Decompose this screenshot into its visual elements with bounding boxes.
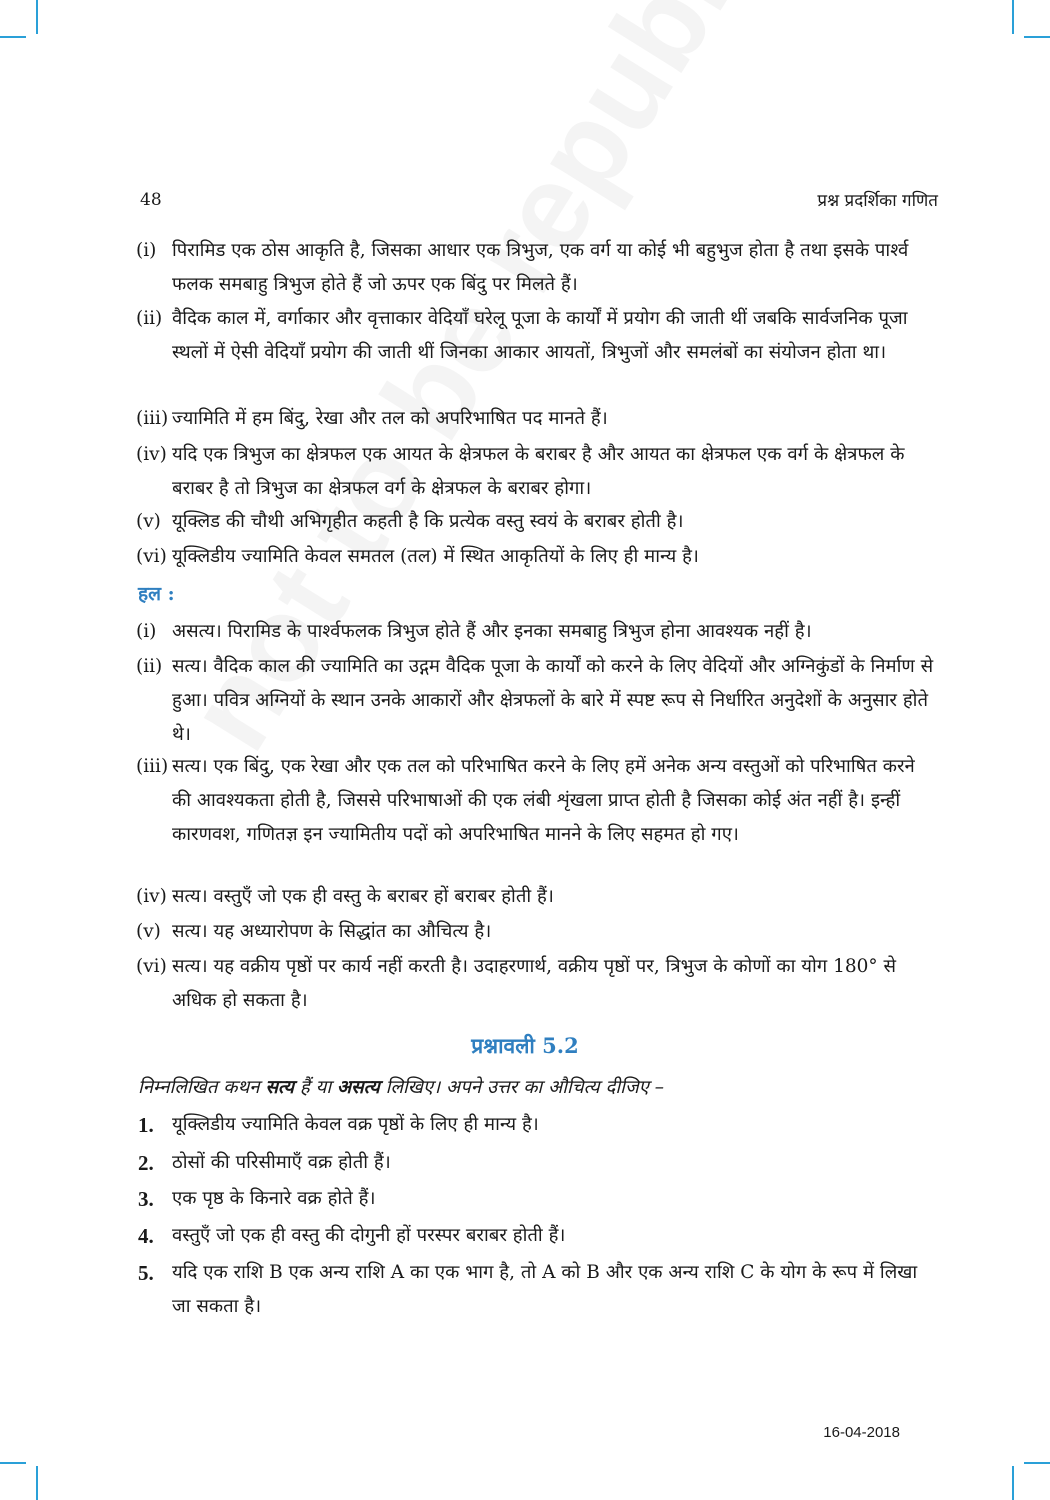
question-item bbox=[138, 1256, 938, 1324]
statement-label: (iv) bbox=[136, 444, 167, 465]
solution-text: असत्य। पिरामिड के पार्श्वफलक त्रिभुज होते हैं और इनका समबाहु त्रिभुज होना आवश्यक नहीं है। bbox=[172, 621, 812, 642]
solution-label: (v) bbox=[136, 921, 161, 942]
statement-label: (iii) bbox=[136, 408, 169, 429]
solution-item bbox=[136, 950, 936, 1018]
statement-item bbox=[136, 302, 936, 370]
solution-item bbox=[136, 915, 936, 949]
solution-text: सत्य। वैदिक काल की ज्यामिति का उद्गम वैदिक पूजा के कार्यों को करने के लिए वेदियों और अग्निकुंडों के निर्माण से हुआ। पवित्र अग्नियों के स्थान उनके आकारों और क्षेत्रफलों के बारे में स्पष्ट रूप से निर्धारित अनुदेशों के अनुसार होते थे। bbox=[172, 656, 934, 745]
solution-label: (i) bbox=[136, 621, 157, 642]
question-item bbox=[138, 1219, 938, 1253]
page-number: 48 bbox=[140, 190, 162, 210]
crop-mark bbox=[1024, 1462, 1050, 1464]
statement-text: यदि एक त्रिभुज का क्षेत्रफल एक आयत के क्षेत्रफल के बराबर है और आयत का क्षेत्रफल एक वर्ग के क्षेत्रफल के बराबर है तो त्रिभुज का क्षेत्रफल वर्ग के क्षेत्रफल के बराबर होगा। bbox=[172, 444, 905, 499]
solution-text: सत्य। एक बिंदु, एक रेखा और एक तल को परिभाषित करने के लिए हमें अनेक अन्य वस्तुओं को परिभाषित करने की आवश्यकता होती है, जिससे परिभाषाओं की एक लंबी शृंखला प्राप्त होती है जिसका कोई अंत नहीं है। इन्हीं कारणवश, गणितज्ञ इन ज्यामितीय पदों को अपरिभाषित मानने के लिए सहमत हो गए। bbox=[172, 756, 915, 845]
statement-label: (vi) bbox=[136, 546, 167, 567]
solution-text: सत्य। वस्तुएँ जो एक ही वस्तु के बराबर हों बराबर होती हैं। bbox=[172, 886, 554, 907]
question-text: वस्तुएँ जो एक ही वस्तु की दोगुनी हों परस्पर बराबर होती हैं। bbox=[172, 1225, 566, 1246]
solution-label: (vi) bbox=[136, 956, 167, 977]
crop-mark bbox=[36, 0, 38, 34]
question-text: एक पृष्ठ के किनारे वक्र होते हैं। bbox=[172, 1188, 376, 1209]
statement-item bbox=[136, 402, 936, 436]
solution-label: (ii) bbox=[136, 656, 163, 677]
instruction-emphasis: सत्य bbox=[265, 1077, 295, 1098]
solution-item bbox=[136, 750, 936, 852]
crop-mark bbox=[0, 1462, 26, 1464]
statement-text: वैदिक काल में, वर्गाकार और वृत्ताकार वेदियाँ घरेलू पूजा के कार्यों में प्रयोग की जाती थीं जबकि सार्वजनिक पूजा स्थलों में ऐसी वेदियाँ प्रयोग की जाती थीं जिनका आकार आयतों, त्रिभुजों और समलंबों का संयोजन होता था। bbox=[172, 308, 908, 363]
statement-item bbox=[136, 234, 936, 302]
question-number: 3. bbox=[138, 1187, 154, 1211]
solution-item bbox=[136, 650, 936, 752]
exercise-heading: प्रश्नावली 5.2 bbox=[471, 1033, 579, 1058]
statement-text: यूक्लिडीय ज्यामिति केवल समतल (तल) में स्थित आकृतियों के लिए ही मान्य है। bbox=[172, 546, 699, 567]
solution-item bbox=[136, 615, 936, 649]
statement-label: (v) bbox=[136, 511, 161, 532]
solution-heading: हल : bbox=[138, 583, 175, 605]
question-number: 1. bbox=[138, 1113, 154, 1137]
crop-mark bbox=[0, 36, 26, 38]
statement-item bbox=[136, 540, 936, 574]
statement-item bbox=[136, 438, 936, 506]
crop-mark bbox=[1012, 1466, 1014, 1500]
instruction-text: लिखिए। अपने उत्तर का औचित्य दीजिए – bbox=[379, 1077, 665, 1098]
statement-text: यूक्लिड की चौथी अभिगृहीत कहती है कि प्रत्येक वस्तु स्वयं के बराबर होती है। bbox=[172, 511, 684, 532]
instruction-emphasis: असत्य bbox=[337, 1077, 380, 1098]
statement-text: ज्यामिति में हम बिंदु, रेखा और तल को अपरिभाषित पद मानते हैं। bbox=[172, 408, 608, 429]
question-item bbox=[138, 1182, 938, 1216]
crop-mark bbox=[1024, 36, 1050, 38]
question-text: यदि एक राशि B एक अन्य राशि A का एक भाग है, तो A को B और एक अन्य राशि C के योग के रूप में लिखा जा सकता है। bbox=[172, 1262, 918, 1317]
footer-date: 16-04-2018 bbox=[823, 1424, 900, 1441]
instruction-text: निम्नलिखित कथन bbox=[138, 1077, 266, 1098]
solution-label: (iv) bbox=[136, 886, 167, 907]
running-head: प्रश्न प्रदर्शिका गणित bbox=[817, 191, 938, 211]
crop-mark bbox=[36, 1466, 38, 1500]
crop-mark bbox=[1012, 0, 1014, 34]
question-item bbox=[138, 1108, 938, 1142]
question-text: ठोसों की परिसीमाएँ वक्र होती हैं। bbox=[172, 1152, 391, 1173]
solution-label: (iii) bbox=[136, 756, 169, 777]
statement-label: (ii) bbox=[136, 308, 163, 329]
question-number: 4. bbox=[138, 1224, 154, 1248]
question-text: यूक्लिडीय ज्यामिति केवल वक्र पृष्ठों के लिए ही मान्य है। bbox=[172, 1114, 539, 1135]
solution-text: सत्य। यह वक्रीय पृष्ठों पर कार्य नहीं करती है। उदाहरणार्थ, वक्रीय पृष्ठों पर, त्रिभुज के कोणों का योग 180° से अधिक हो सकता है। bbox=[172, 956, 897, 1011]
solution-item bbox=[136, 880, 936, 914]
question-number: 2. bbox=[138, 1151, 154, 1175]
instruction-text: हैं या bbox=[294, 1077, 338, 1098]
question-number: 5. bbox=[138, 1261, 154, 1285]
question-item bbox=[138, 1146, 938, 1180]
exercise-instruction bbox=[138, 1074, 938, 1099]
statement-item bbox=[136, 505, 936, 539]
solution-text: सत्य। यह अध्यारोपण के सिद्धांत का औचित्य है। bbox=[172, 921, 492, 942]
statement-label: (i) bbox=[136, 240, 157, 261]
statement-text: पिरामिड एक ठोस आकृति है, जिसका आधार एक त्रिभुज, एक वर्ग या कोई भी बहुभुज होता है तथा इसके पार्श्व फलक समबाहु त्रिभुज होते हैं जो ऊपर एक बिंदु पर मिलते हैं। bbox=[172, 240, 909, 295]
